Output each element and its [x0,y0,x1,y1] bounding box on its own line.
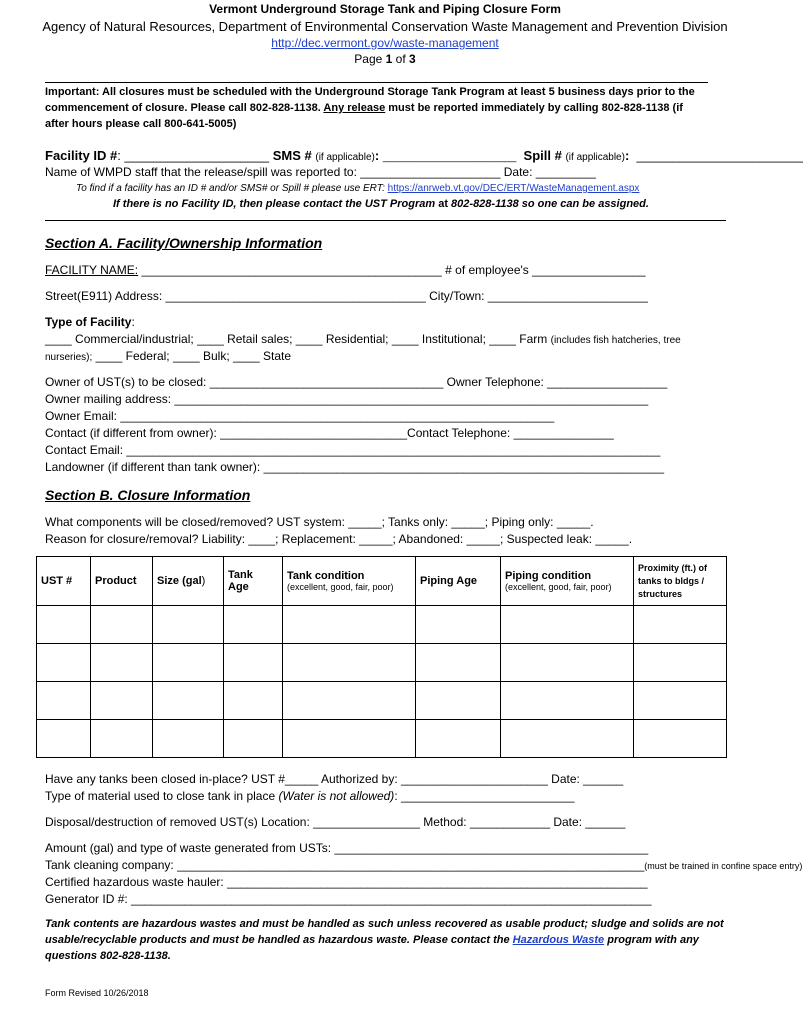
col-piping-age: Piping Age [416,557,501,606]
table-cell[interactable] [153,606,224,644]
amount-row[interactable]: Amount (gal) and type of waste generated from USTs: _______________________________________________ [45,841,649,855]
ust-table [36,556,727,758]
section-a-title: Section A. Facility/Ownership Information [45,235,323,251]
spill-field[interactable]: _______________________ [636,148,803,163]
cleaning-company-row[interactable]: Tank cleaning company: ______________________________________________________________________(must be trained in confine space entry) [45,858,803,872]
type-of-facility-label: Type of Facility: [45,315,135,329]
table-cell[interactable] [501,606,634,644]
hauler-row[interactable]: Certified hazardous waste hauler: _______________________________________________________________ [45,875,648,889]
col-tank-condition: Tank condition (excellent, good, fair, poor) [283,557,416,606]
table-cell[interactable] [501,682,634,720]
components-row[interactable]: What components will be closed/removed? UST system: _____; Tanks only: _____; Piping only: _____. [45,515,594,529]
col-proximity: Proximity (ft.) of tanks to bldgs / structures [634,557,727,606]
table-cell[interactable] [91,682,153,720]
table-row[interactable] [37,606,727,644]
generator-row[interactable]: Generator ID #: ______________________________________________________________________________ [45,892,652,906]
table-cell[interactable] [283,720,416,758]
table-cell[interactable] [37,644,91,682]
warning-line-1: Tank contents are hazardous wastes and must be handled as such unless recovered as usable product; sludge and solids are not [45,918,724,930]
closed-in-place-row[interactable]: Have any tanks been closed in-place? UST #_____ Authorized by: ______________________ Date: ______ [45,772,624,786]
table-cell[interactable] [283,682,416,720]
table-cell[interactable] [634,720,727,758]
table-cell[interactable] [224,606,283,644]
table-cell[interactable] [91,720,153,758]
table-cell[interactable] [91,644,153,682]
street-address-row[interactable]: Street(E911) Address: _______________________________________ City/Town: ________________________ [45,289,648,303]
table-row[interactable] [37,644,727,682]
form-title: Vermont Underground Storage Tank and Piping Closure Form [209,2,561,16]
no-facility-id-note: If there is no Facility ID, then please contact the UST Program at 802-828-1138 so one can be assigned. [113,198,649,210]
owner-email-row[interactable]: Owner Email: _________________________________________________________________ [45,409,555,423]
type-of-facility-options-1[interactable]: ____ Commercial/industrial; ____ Retail sales; ____ Residential; ____ Institutional; ____ Farm (includes fish hatcheries, tree [45,332,681,346]
contact-email-row[interactable]: Contact Email: ________________________________________________________________________________ [45,443,661,457]
table-cell[interactable] [416,720,501,758]
table-cell[interactable] [224,644,283,682]
table-cell[interactable] [634,682,727,720]
facility-name-row[interactable]: FACILITY NAME: _____________________________________________ # of employee's _________________ [45,263,646,277]
important-line-2: commencement of closure. Please call 802-828-1138. Any release must be reported immediately by calling 802-828-1138 (if [45,102,683,114]
sms-field[interactable]: ________________________ [382,152,517,163]
section-b-title: Section B. Closure Information [45,487,251,503]
facility-id-row: Facility ID #: ____________________ SMS # (if applicable): ________________________ Spill # (if applicable): _______________________ [45,148,803,163]
wmpd-staff-line[interactable]: Name of WMPD staff that the release/spill was reported to: _____________________ Date: _________ [45,165,596,179]
table-cell[interactable] [224,682,283,720]
table-cell[interactable] [634,606,727,644]
waste-management-link[interactable]: http://dec.vermont.gov/waste-management [271,36,499,50]
table-row[interactable] [37,682,727,720]
divider-top [45,82,708,83]
important-line-1: Important: All closures must be scheduled with the Underground Storage Tank Program at least 5 business days prior to the [45,86,695,98]
col-ust: UST # [37,557,91,606]
table-row[interactable] [37,720,727,758]
table-cell[interactable] [283,606,416,644]
form-revised-date: Form Revised 10/26/2018 [45,988,149,998]
page-indicator: Page 1 of 3 [354,52,416,66]
warning-line-2: usable/recyclable products and must be handled as hazardous waste. Please contact the Hazardous Waste program with any [45,934,699,946]
warning-line-3: questions 802-828-1138. [45,950,171,962]
important-line-3: after hours please call 800-641-5005) [45,118,237,130]
agency-line: Agency of Natural Resources, Department of Environmental Conservation Waste Management and Prevention Division [42,19,728,34]
table-cell[interactable] [153,682,224,720]
table-cell[interactable] [224,720,283,758]
table-cell[interactable] [501,644,634,682]
table-cell[interactable] [501,720,634,758]
table-cell[interactable] [37,682,91,720]
material-row[interactable]: Type of material used to close tank in place (Water is not allowed): __________________________ [45,789,575,803]
owner-mailing-row[interactable]: Owner mailing address: _______________________________________________________________________ [45,392,649,406]
table-cell[interactable] [153,644,224,682]
col-product: Product [91,557,153,606]
col-tank-age: Tank Age [224,557,283,606]
ert-link[interactable]: https://anrweb.vt.gov/DEC/ERT/WasteManagement.aspx [387,183,640,194]
divider-mid [45,220,726,221]
col-piping-condition: Piping condition (excellent, good, fair, poor) [501,557,634,606]
owner-row[interactable]: Owner of UST(s) to be closed: ___________________________________ Owner Telephone: __________________ [45,375,668,389]
ust-table-header [37,557,727,606]
col-size: Size (gal) [153,557,224,606]
table-cell[interactable] [416,682,501,720]
disposal-row[interactable]: Disposal/destruction of removed UST(s) Location: ________________ Method: ____________ Date: ______ [45,815,626,829]
table-cell[interactable] [634,644,727,682]
table-cell[interactable] [37,606,91,644]
table-cell[interactable] [416,606,501,644]
table-cell[interactable] [37,720,91,758]
reason-row[interactable]: Reason for closure/removal? Liability: ____; Replacement: _____; Abandoned: _____; Suspected leak: _____. [45,532,633,546]
facility-id-field[interactable]: ____________________ [124,148,270,163]
table-cell[interactable] [283,644,416,682]
ert-instruction: To find if a facility has an ID # and/or SMS# or Spill # please use ERT: https://anrweb.vt.gov/DEC/ERT/WasteManagement.aspx [76,183,640,194]
table-cell[interactable] [91,606,153,644]
table-cell[interactable] [153,720,224,758]
type-of-facility-options-2[interactable]: nurseries); ____ Federal; ____ Bulk; ____ State [45,349,292,363]
contact-row[interactable]: Contact (if different from owner): ____________________________Contact Telephone: _______________ [45,426,614,440]
hazardous-waste-link[interactable]: Hazardous Waste [512,934,605,946]
landowner-row[interactable]: Landowner (if different than tank owner): ____________________________________________________________ [45,460,665,474]
table-cell[interactable] [416,644,501,682]
